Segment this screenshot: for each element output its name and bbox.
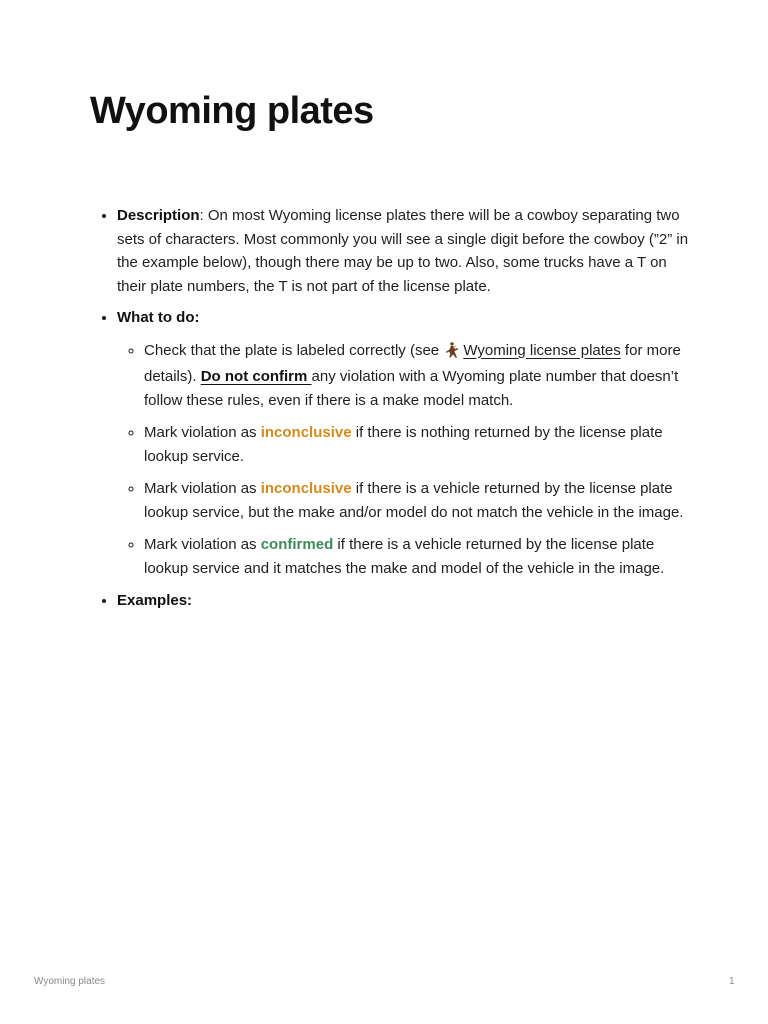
rule-text: if there is nothing returned by the license plate lookup service. [144,424,663,465]
examples-item [117,589,690,613]
rule-text: for more details). [144,341,681,385]
page-number: 1 [729,976,735,987]
description-label: Description [117,207,200,224]
status-confirmed: confirmed [260,536,334,553]
description-item [117,204,690,298]
description-text: On most Wyoming license plates there will be a cowboy separating two sets of characters. Most commonly you will see a single digit before the cowboy (”2” in the example below), though there may be up to two. Also, some trucks have a T on their plate numbers, the T is not part of the license plate. [117,207,689,295]
list-item [144,477,690,524]
rule-text: if there is a vehicle returned by the license plate lookup service and it matches the make and model of the vehicle in the image. [144,536,665,577]
description-separator: : [199,207,204,224]
rule-text: any violation with a Wyoming plate number that doesn’t follow these rules, even if there is a make model match. [144,368,679,409]
footer-doc-title: Wyoming plates [34,976,106,987]
what-to-do-item [117,306,690,580]
cowboy-icon [445,342,459,366]
list-item [144,421,690,468]
list-item [144,339,690,413]
rule-text: Check that the plate is labeled correctly (see [144,341,444,359]
page-title: Wyoming plates [90,90,374,132]
status-inconclusive: inconclusive [260,480,352,497]
status-inconclusive: inconclusive [260,424,352,441]
main-list [90,204,690,613]
rule-text: Mark violation as [144,480,261,497]
list-item [144,533,690,580]
wyoming-license-plates-link[interactable]: Wyoming license plates [463,341,621,359]
examples-label: Examples: [117,592,193,609]
rules-list [117,339,690,581]
do-not-confirm-text: Do not confirm [200,368,312,385]
rule-text: Mark violation as [144,424,261,441]
what-to-do-label: What to do: [117,309,200,326]
rule-text: Mark violation as [144,536,261,553]
document-body [90,204,690,621]
rule-text: if there is a vehicle returned by the license plate lookup service, but the make and/or model do not match the vehicle in the image. [144,480,684,521]
